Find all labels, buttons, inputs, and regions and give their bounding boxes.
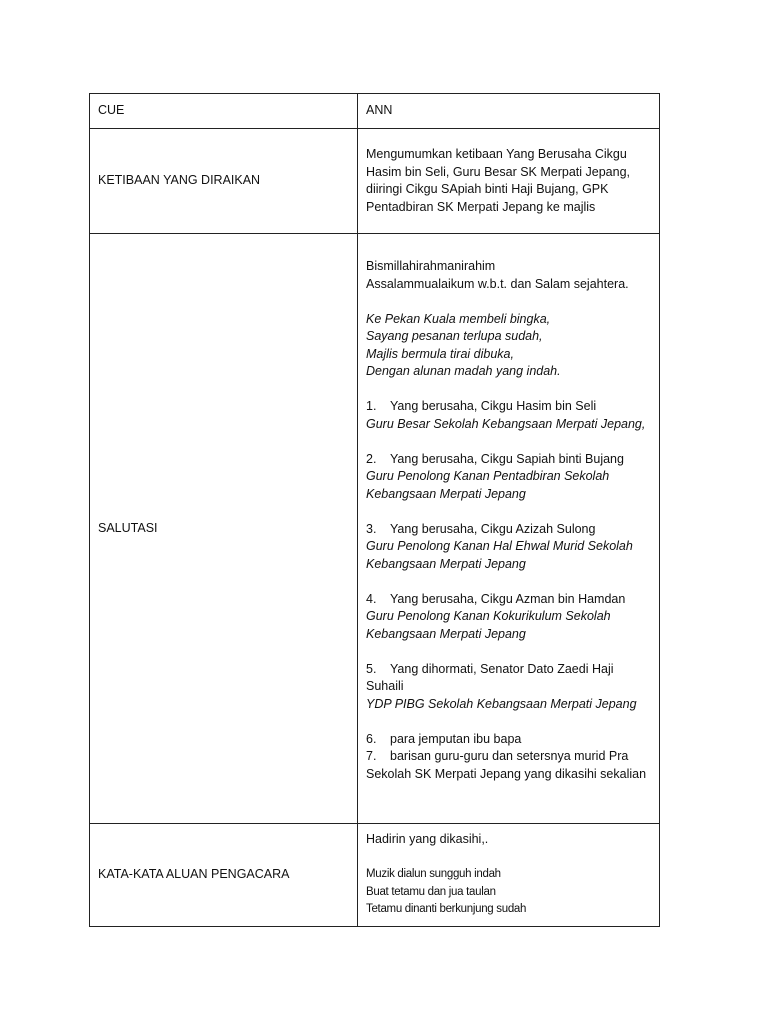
salutation-item: 4. Yang berusaha, Cikgu Azman bin Hamdan [366,591,626,606]
table-row [90,129,660,234]
salutation-title: Kebangsaan Merpati Jepang [366,486,526,501]
salutation-title: Guru Penolong Kanan Kokurikulum Sekolah [366,609,611,623]
table-row [90,234,660,824]
pantun-line: Buat tetamu dan jua taulan [366,885,496,898]
salutation-item: 5. Yang dihormati, Senator Dato Zaedi Haji [366,661,614,676]
salutation-item: 1. Yang berusaha, Cikgu Hasim bin Seli [366,399,597,413]
closing-item: 7. barisan guru-guru dan setersnya murid Pra [366,749,629,763]
pantun-line: Muzik dialun sungguh indah [366,868,501,881]
pantun-line: Tetamu dinanti berkunjung sudah [366,903,527,916]
ann-line: Pentadbiran SK Merpati Jepang ke majlis [366,199,596,214]
salutation-title: Kebangsaan Merpati Jepang [366,626,526,641]
salutation-title: YDP PIBG Sekolah Kebangsaan Merpati Jepang [366,696,637,711]
ann-ketibaan [358,129,660,234]
ann-header: ANN [358,94,660,129]
cue-header: CUE [90,94,358,129]
ann-line: Hasim bin Seli, Guru Besar SK Merpati Jepang, [366,164,631,179]
salutation-title: Kebangsaan Merpati Jepang [366,556,526,571]
pantun-line: Majlis bermula tirai dibuka, [366,346,514,361]
ann-line: diiringi Cikgu SApiah binti Haji Bujang, GPK [366,182,609,196]
salutation-title: Guru Penolong Kanan Hal Ehwal Murid Sekolah [366,539,633,553]
cue-salutasi: SALUTASI [90,234,358,824]
closing-item: 6. para jemputan ibu bapa [366,731,522,746]
closing-tail: Sekolah SK Merpati Jepang yang dikasihi sekalian [366,766,647,781]
salutation-title: Guru Besar Sekolah Kebangsaan Merpati Jepang, [366,416,646,431]
salutation-title: Guru Penolong Kanan Pentadbiran Sekolah [366,469,610,483]
salutation-item-cont: Suhaili [366,679,404,693]
salutation-item: 3. Yang berusaha, Cikgu Azizah Sulong [366,521,596,536]
ann-kata [358,824,660,927]
opening-line: Assalammualaikum w.b.t. dan Salam sejahtera. [366,276,629,291]
salutation-item: 2. Yang berusaha, Cikgu Sapiah binti Bujang [366,451,624,466]
pantun-line: Ke Pekan Kuala membeli bingka, [366,311,551,326]
cue-ketibaan: KETIBAAN YANG DIRAIKAN [90,129,358,234]
ann-salutasi [358,234,660,824]
header-row [90,94,660,129]
pantun-line: Sayang pesanan terlupa sudah, [366,329,543,343]
script-table [89,93,660,927]
cue-kata: KATA-KATA ALUAN PENGACARA [90,824,358,927]
ann-line: Mengumumkan ketibaan Yang Berusaha Cikgu [366,147,627,161]
opening-line: Bismillahirahmanirahim [366,259,496,273]
table-row [90,824,660,927]
pantun-line: Dengan alunan madah yang indah. [366,364,561,378]
greeting-line: Hadirin yang dikasihi,. [366,832,489,847]
